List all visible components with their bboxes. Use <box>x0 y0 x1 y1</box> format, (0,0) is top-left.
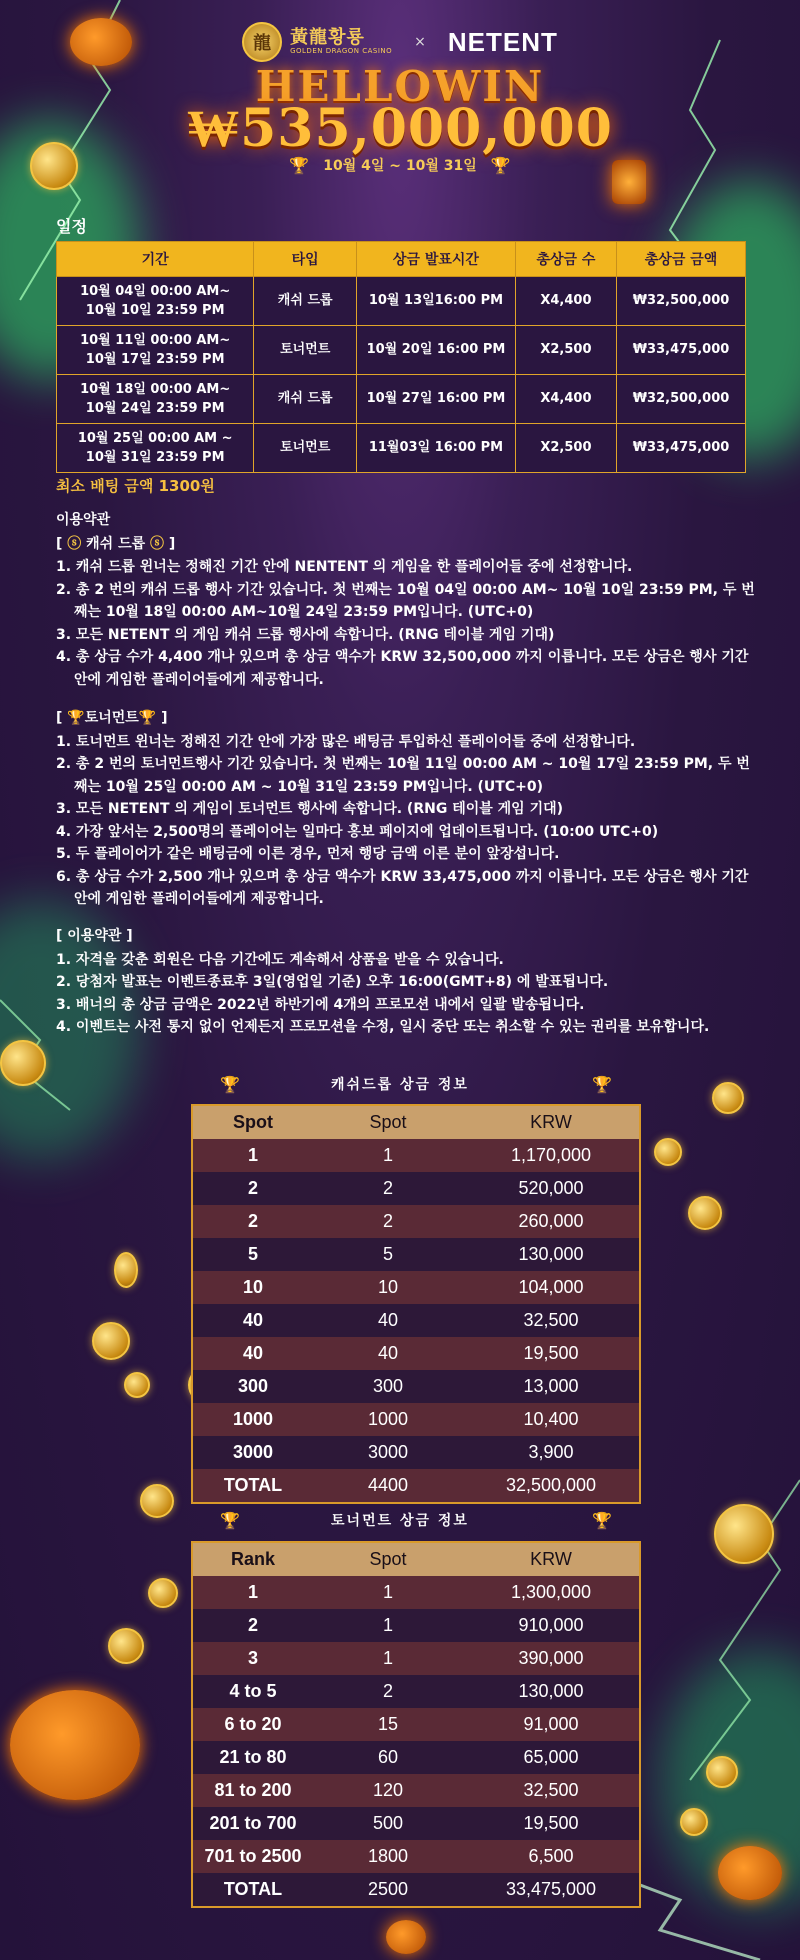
table-header: Spot Spot KRW <box>193 1106 639 1139</box>
tournament-heading: [ 🏆토너먼트🏆 ] <box>56 710 168 726</box>
event-title: HELLOWIN <box>255 62 545 111</box>
cashdrop-prize-table <box>191 1104 641 1504</box>
golden-dragon-logo <box>242 22 392 62</box>
brand-name-en: GOLDEN DRAGON CASINO <box>290 46 393 55</box>
table-row: 21 to 80 60 65,000 <box>193 1741 639 1774</box>
table-row: 4 to 5 2 130,000 <box>193 1675 639 1708</box>
table-row: 2 2 260,000 <box>193 1205 639 1238</box>
table-row: 5 5 130,000 <box>193 1238 639 1271</box>
table-row: TOTAL 2500 33,475,000 <box>193 1873 639 1906</box>
list-item: 3. 모든 NETENT 의 게임이 토너먼트 행사에 속합니다. (RNG 테이블 게임 기대) <box>56 801 564 817</box>
table-row: TOTAL 4400 32,500,000 <box>193 1469 639 1502</box>
list-item: 2. 당첨자 발표는 이벤트종료후 3일(영업일 기준) 오후 16:00(GMT+8) 에 발표됩니다. <box>56 974 609 990</box>
schedule-title: 일정 <box>56 217 87 236</box>
table-row: 1 1 1,170,000 <box>193 1139 639 1172</box>
dragon-icon: 龍 <box>242 22 282 62</box>
collab-separator: × <box>414 34 426 50</box>
list-item: 6. 총 상금 수가 2,500 개나 있으며 총 상금 액수가 KRW 33,475,000 까지 이릅니다. 모든 상금은 행사 기간 안에 게임한 플레이어들에게 제공합니다. <box>56 868 749 907</box>
coin-icon <box>92 1322 130 1360</box>
trophy-icon: 🏆 <box>490 155 511 175</box>
col-period: 기간 <box>57 242 254 277</box>
tournament-prize-title: 🏆 토너먼트 상금 정보 🏆 <box>220 1510 612 1530</box>
terms-general <box>56 925 756 1039</box>
table-row: 10월 25일 00:00 AM ~ 10월 31일 23:59 PM 토너먼트 11월03일 16:00 PM X2,500 ₩33,475,000 <box>57 424 746 473</box>
coin-icon <box>114 1252 138 1288</box>
prize-total: ₩535,000,000 <box>187 98 613 159</box>
lantern-icon <box>612 160 646 204</box>
list-item: 5. 두 플레이어가 같은 배팅금에 이른 경우, 먼저 행당 금액 이른 분이 앞장섭니다. <box>56 846 560 862</box>
trophy-icon: 🏆 <box>220 1510 240 1530</box>
trophy-icon: 🏆 <box>592 1074 612 1094</box>
col-type: 타입 <box>254 242 357 277</box>
trophy-icon: 🏆 <box>67 710 85 726</box>
schedule-table <box>56 241 746 473</box>
trophy-icon: 🏆 <box>138 710 157 726</box>
table-row: 40 40 19,500 <box>193 1337 639 1370</box>
cashdrop-heading: [ ⓢ 캐쉬 드롭 ⓢ ] <box>56 535 176 552</box>
event-period-text: 10월 4일 ~ 10월 31일 <box>323 158 477 174</box>
table-row: 701 to 2500 1800 6,500 <box>193 1840 639 1873</box>
coin-icon <box>108 1628 144 1664</box>
coin-icon <box>688 1196 722 1230</box>
list-item: 1. 캐쉬 드롭 윈너는 정해진 기간 안에 NENTENT 의 게임을 한 플레이어들 중에 선정합니다. <box>56 559 633 575</box>
brand-name-cn: 黃龍황룡 <box>290 26 365 48</box>
col-amount: 총상금 금액 <box>617 242 746 277</box>
col-announce: 상금 발표시간 <box>357 242 516 277</box>
coin-icon <box>124 1372 150 1398</box>
list-item: 4. 가장 앞서는 2,500명의 플레이어는 일마다 홍보 페이지에 업데이트됩니다. (10:00 UTC+0) <box>56 823 659 840</box>
trophy-icon: 🏆 <box>220 1074 240 1094</box>
terms-tournament <box>56 707 756 911</box>
list-item: 1. 토너먼트 윈너는 정해진 기간 안에 가장 많은 배팅금 투입하신 플레이어들 중에 선정합니다. <box>56 733 636 750</box>
table-row: 2 1 910,000 <box>193 1609 639 1642</box>
tournament-prize-rows <box>193 1576 639 1906</box>
coin-icon <box>148 1578 178 1608</box>
table-row: 1 1 1,300,000 <box>193 1576 639 1609</box>
list-item: 4. 이벤트는 사전 통지 없이 언제든지 프로모션을 수정, 일시 중단 또는 취소할 수 있는 권리를 보유합니다. <box>56 1019 710 1035</box>
trophy-icon: 🏆 <box>289 155 310 175</box>
table-header: Rank Spot KRW <box>193 1543 639 1576</box>
coin-icon <box>654 1138 682 1166</box>
table-row: 3 1 390,000 <box>193 1642 639 1675</box>
pumpkin-icon <box>10 1690 140 1800</box>
table-row: 10월 18일 00:00 AM~ 10월 24일 23:59 PM 캐쉬 드롭 10월 27일 16:00 PM X4,400 ₩32,500,000 <box>57 375 746 424</box>
hero-banner <box>0 0 800 215</box>
list-item: 2. 총 2 번의 캐쉬 드롭 행사 기간 있습니다. 첫 번째는 10월 04일 00:00 AM~ 10월 10일 23:59 PM, 두 번째는 10월 18일 00:00 AM~10월 24일 23:59 PM입니다. (UTC+0) <box>56 581 755 620</box>
general-heading: [ 이용약관 ] <box>56 928 133 944</box>
pumpkin-icon <box>718 1846 782 1900</box>
coin-icon: ⓢ <box>67 535 82 552</box>
coin-icon <box>680 1808 708 1836</box>
table-row: 201 to 700 500 19,500 <box>193 1807 639 1840</box>
coin-icon <box>706 1756 738 1788</box>
list-item: 1. 자격을 갖춘 회원은 다음 기간에도 계속해서 상품을 받을 수 있습니다. <box>56 951 504 968</box>
list-item: 4. 총 상금 수가 4,400 개나 있으며 총 상금 액수가 KRW 32,500,000 까지 이릅니다. 모든 상금은 행사 기간 안에 게임한 플레이어들에게 제공합니다. <box>56 649 749 688</box>
min-bet-notice: 최소 배팅 금액 1300원 <box>56 477 215 495</box>
event-period <box>0 155 800 175</box>
list-item: 2. 총 2 번의 토너먼트행사 기간 있습니다. 첫 번째는 10월 11일 00:00 AM ~ 10월 17일 23:59 PM, 두 번째는 10월 25일 00:00 AM ~ 10월 31일 23:59 PM입니다. (UTC+0) <box>56 756 750 795</box>
table-row: 1000 1000 10,400 <box>193 1403 639 1436</box>
table-row: 300 300 13,000 <box>193 1370 639 1403</box>
coin-icon: ⓢ <box>150 535 165 552</box>
col-count: 총상금 수 <box>515 242 616 277</box>
tournament-prize-table <box>191 1541 641 1908</box>
list-item: 3. 모든 NETENT 의 게임 캐쉬 드롭 행사에 속합니다. (RNG 테이블 게임 기대) <box>56 626 555 643</box>
logo-row <box>0 22 800 62</box>
terms-cashdrop <box>56 509 756 691</box>
table-row: 81 to 200 120 32,500 <box>193 1774 639 1807</box>
table-row: 6 to 20 15 91,000 <box>193 1708 639 1741</box>
table-row: 2 2 520,000 <box>193 1172 639 1205</box>
list-item: 3. 배너의 총 상금 금액은 2022년 하반기에 4개의 프로모션 내에서 일괄 발송됩니다. <box>56 996 585 1013</box>
table-row: 10 10 104,000 <box>193 1271 639 1304</box>
table-row: 10월 11일 00:00 AM~ 10월 17일 23:59 PM 토너먼트 10월 20일 16:00 PM X2,500 ₩33,475,000 <box>57 326 746 375</box>
terms-title: 이용약관 <box>56 512 111 528</box>
trophy-icon: 🏆 <box>592 1510 612 1530</box>
cashdrop-prize-rows <box>193 1139 639 1502</box>
netent-logo: NETENT <box>447 26 558 57</box>
table-row: 3000 3000 3,900 <box>193 1436 639 1469</box>
table-row: 10월 04일 00:00 AM~ 10월 10일 23:59 PM 캐쉬 드롭 10월 13일16:00 PM X4,400 ₩32,500,000 <box>57 277 746 326</box>
table-row: 40 40 32,500 <box>193 1304 639 1337</box>
pumpkin-icon <box>386 1920 426 1954</box>
cashdrop-prize-title: 🏆 캐쉬드롭 상금 정보 🏆 <box>220 1074 612 1094</box>
